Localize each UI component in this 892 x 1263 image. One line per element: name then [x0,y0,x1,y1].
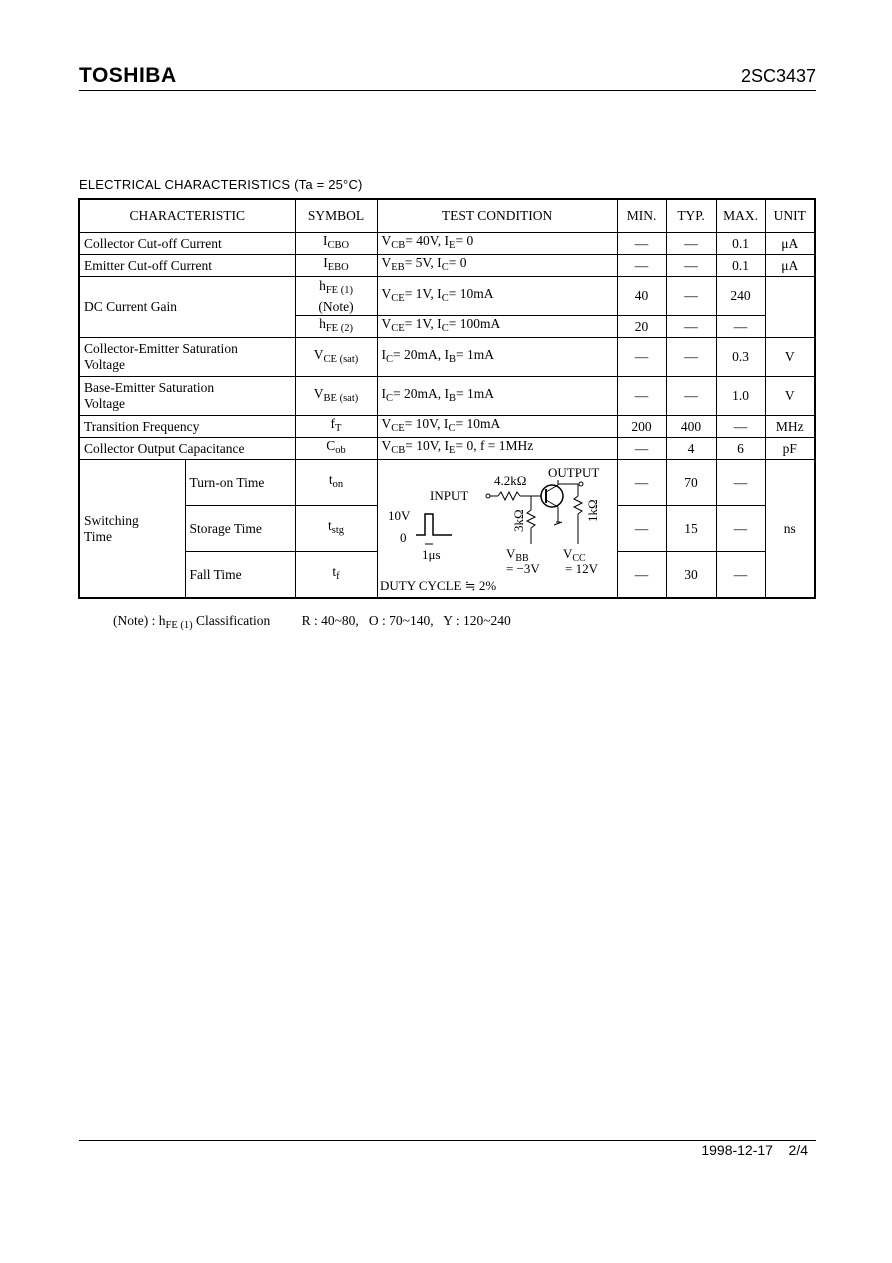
typ-cell: — [666,277,716,316]
max-cell: — [716,552,765,599]
unit-cell: μA [765,255,815,277]
vcc-label: V [562,546,572,561]
duty-cycle-label: DUTY CYCLE ≒ 2% [379,578,496,593]
header-rule [79,90,816,91]
input-label: INPUT [429,488,468,503]
table-row [79,233,815,255]
condition-cell: $V_{CB}= 10V$, $I_E= 0$, f = 1MHz [377,438,617,460]
pulse-width-label: 1μs [421,547,441,562]
table-row [79,377,815,416]
min-cell: — [617,438,666,460]
vbb-label: V [505,546,515,561]
typ-cell: 4 [666,438,716,460]
condition-cell: $V_{CE}= 1V$, $I_C= 10mA$ [377,277,617,316]
max-cell: 0.1 [716,255,765,277]
collector-resistor-label: 1kΩ [584,499,600,522]
char-cell: Collector-Emitter Saturation Voltage [79,338,295,377]
typ-cell: 30 [666,552,716,599]
switching-group-cell: Switching Time [79,460,185,599]
unit-cell: V [765,377,815,416]
typ-cell: 70 [666,460,716,506]
header-characteristic: CHARACTERISTIC [79,199,295,233]
char-cell: Collector Cut-off Current [79,233,295,255]
header-typ: TYP. [666,199,716,233]
header-max: MAX. [716,199,765,233]
typ-cell: — [666,233,716,255]
header-test-condition: TEST CONDITION [377,199,617,233]
table-row [79,460,815,506]
symbol-cell: $I_{CBO}$ [295,233,377,255]
char-cell: Fall Time [185,552,295,599]
footer [701,1142,808,1158]
symbol-cell: $t_{on}$ [295,460,377,506]
condition-cell: $I_C= 20mA$, $I_B= 1mA$ [377,377,617,416]
switching-test-circuit-diagram [378,460,618,600]
unit-cell: ns [765,460,815,599]
max-cell: — [716,460,765,506]
input-pulse-waveform [416,514,452,535]
test-circuit-cell [377,460,617,599]
condition-cell: $V_{EB}= 5V$, $I_C= 0$ [377,255,617,277]
max-cell: — [716,506,765,552]
header-unit: UNIT [765,199,815,233]
symbol-cell: $I_{EBO}$ [295,255,377,277]
footer-rule [79,1140,816,1141]
symbol-cell: $t_{stg}$ [295,506,377,552]
header-symbol: SYMBOL [295,199,377,233]
min-cell: 40 [617,277,666,316]
footer-page: 2/4 [788,1142,808,1158]
char-cell: DC Current Gain [79,277,295,338]
char-cell: Emitter Cut-off Current [79,255,295,277]
vbb-value: = −3V [505,561,540,576]
char-cell: Storage Time [185,506,295,552]
rank-o: O : 70~140, [368,613,434,628]
pulse-amplitude-label: 10V [387,508,410,523]
vbb-subscript: BB [514,553,529,564]
typ-cell: — [666,377,716,416]
min-cell: — [617,460,666,506]
rank-r: R : 40~80, [301,613,359,628]
min-cell: — [617,377,666,416]
table-row [79,416,815,438]
char-cell: Transition Frequency [79,416,295,438]
part-number: 2SC3437 [740,66,816,86]
symbol-cell: $t_f$ [295,552,377,599]
max-cell: 6 [716,438,765,460]
min-cell: — [617,233,666,255]
char-cell: Collector Output Capacitance [79,438,295,460]
base-resistor-label: 3kΩ [510,509,526,532]
table-header-row [79,199,815,233]
symbol-cell: $V_{CE (sat)}$ [295,338,377,377]
char-cell: Base-Emitter Saturation Voltage [79,377,295,416]
table-row [79,277,815,316]
header-min: MIN. [617,199,666,233]
brand-logo: TOSHIBA [79,64,177,87]
footer-date: 1998-12-17 [701,1142,773,1158]
max-cell: 0.3 [716,338,765,377]
condition-cell: $V_{CE}= 1V$, $I_C= 100mA$ [377,316,617,338]
symbol-cell: $V_{BE (sat)}$ [295,377,377,416]
output-label: OUTPUT [547,465,599,480]
unit-cell [765,277,815,338]
table-row [79,255,815,277]
symbol-cell: $f_T$ [295,416,377,438]
vcc-subscript: CC [571,553,586,564]
condition-cell: $I_C= 20mA$, $I_B= 1mA$ [377,338,617,377]
unit-cell: V [765,338,815,377]
classification-note: (Note) : $h_{FE (1)}$ Classification R : 40~80, O : 70~140, Y : 120~240 [113,613,511,631]
table-row [79,438,815,460]
max-cell: — [716,316,765,338]
typ-cell: 400 [666,416,716,438]
typ-cell: — [666,316,716,338]
min-cell: — [617,255,666,277]
unit-cell: MHz [765,416,815,438]
vcc-value: = 12V [564,561,598,576]
unit-cell: μA [765,233,815,255]
typ-cell: — [666,255,716,277]
symbol-cell: $C_{ob}$ [295,438,377,460]
pulse-zero-label: 0 [399,530,407,545]
section-title: ELECTRICAL CHARACTERISTICS (Ta = 25°C) [79,177,363,192]
max-cell: 0.1 [716,233,765,255]
min-cell: — [617,506,666,552]
condition-cell: $V_{CE}= 10V$, $I_C= 10mA$ [377,416,617,438]
table-row [79,338,815,377]
min-cell: — [617,552,666,599]
input-resistor-label: 4.2kΩ [493,473,526,488]
max-cell: 240 [716,277,765,316]
typ-cell: 15 [666,506,716,552]
min-cell: 200 [617,416,666,438]
unit-cell: pF [765,438,815,460]
typ-cell: — [666,338,716,377]
rank-y: Y : 120~240 [443,613,511,628]
char-cell: Turn-on Time [185,460,295,506]
condition-cell: $V_{CB}= 40V$, $I_E= 0$ [377,233,617,255]
min-cell: — [617,338,666,377]
min-cell: 20 [617,316,666,338]
max-cell: 1.0 [716,377,765,416]
electrical-characteristics-table [78,198,816,599]
symbol-cell: $h_{FE (1)}$ (Note) [295,277,377,316]
symbol-cell: $h_{FE (2)}$ [295,316,377,338]
max-cell: — [716,416,765,438]
